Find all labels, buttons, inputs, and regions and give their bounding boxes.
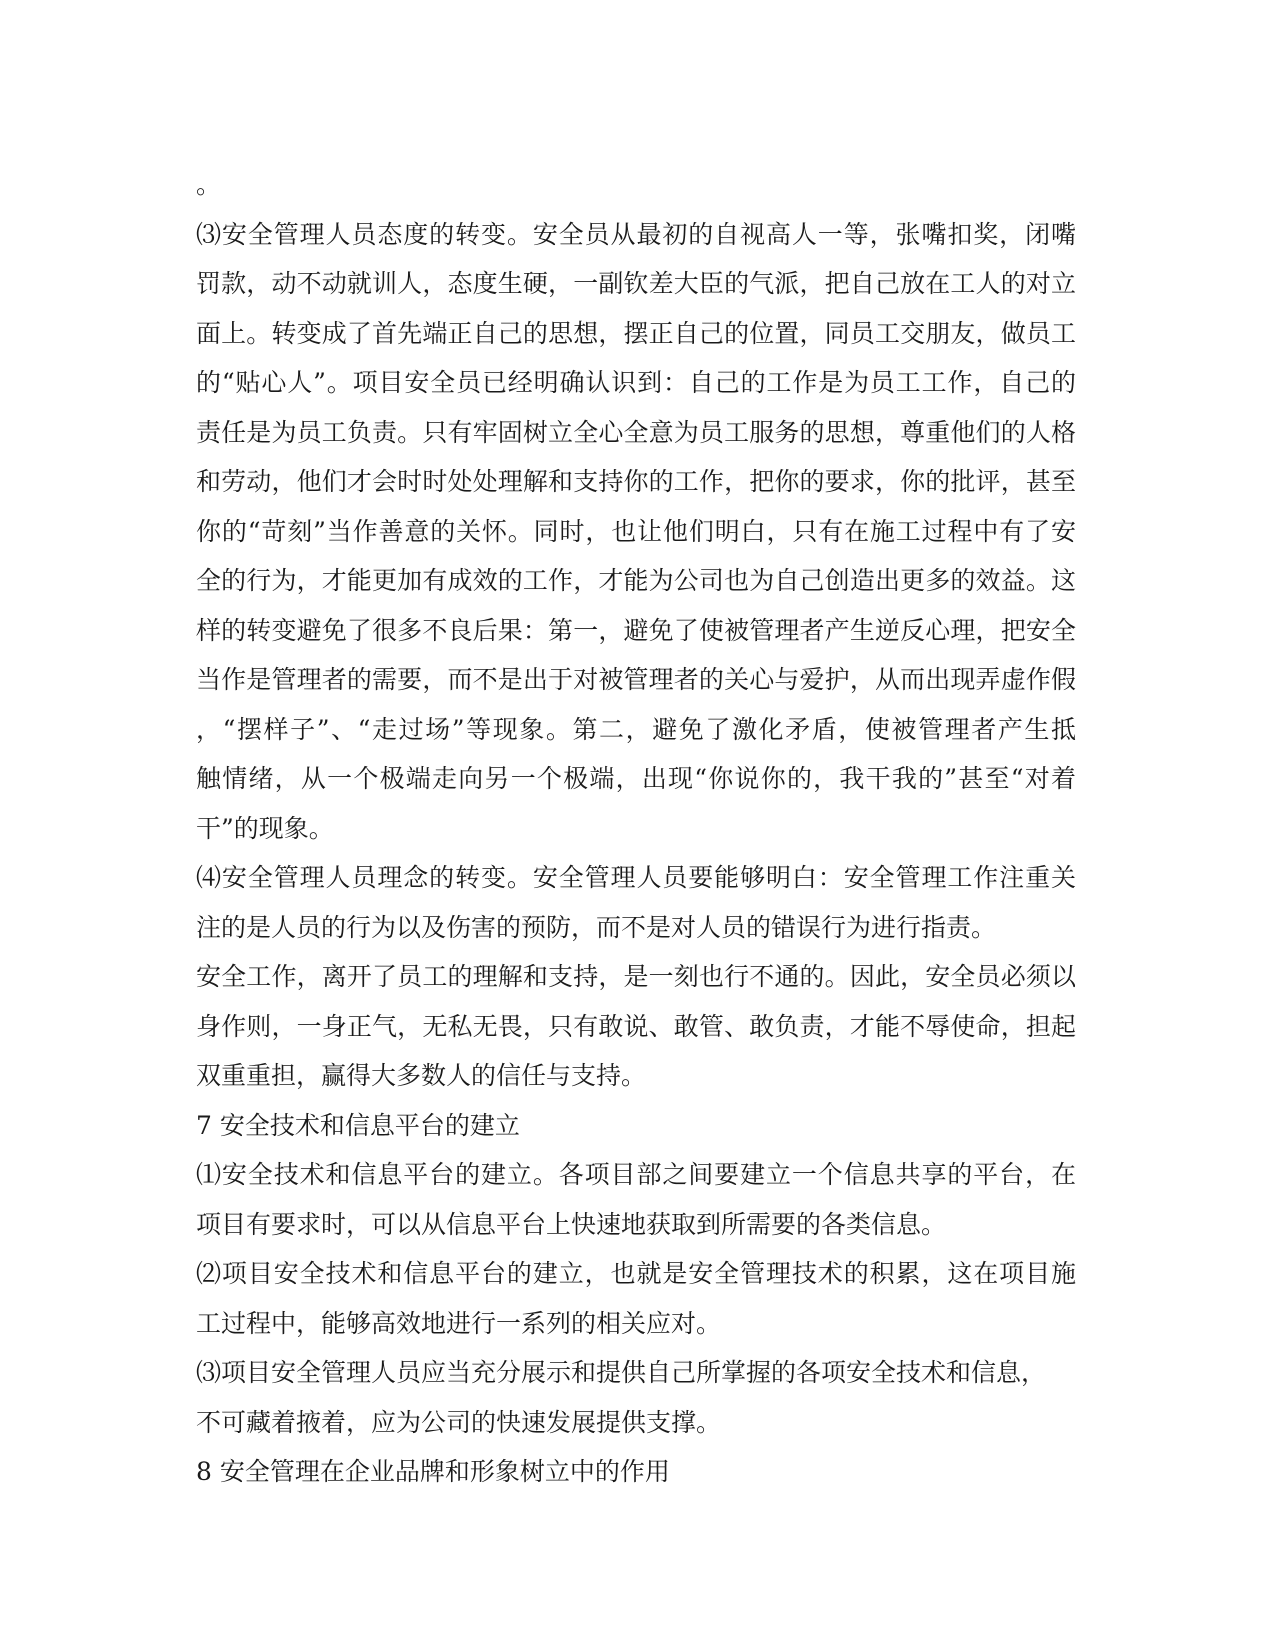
text-line: 责任是为员工负责。只有牢固树立全心全意为员工服务的思想，尊重他们的人格 xyxy=(196,417,1076,447)
text-line: 你的“苛刻”当作善意的关怀。同时，也让他们明白，只有在施工过程中有了安 xyxy=(196,516,1076,546)
text-line: 触情绪，从一个极端走向另一个极端，出现“你说你的，我干我的”甚至“对着 xyxy=(196,764,1076,793)
text-line: ⑶安全管理人员态度的转变。安全员从最初的自视高人一等，张嘴扣奖，闭嘴 xyxy=(196,219,1076,249)
text-line: 全的行为，才能更加有成效的工作，才能为公司也为自己创造出更多的效益。这 xyxy=(196,566,1076,595)
text-line: 样的转变避免了很多不良后果：第一，避免了使被管理者产生逆反心理，把安全 xyxy=(196,615,1076,645)
text-line: 双重重担，赢得大多数人的信任与支持。 xyxy=(196,1061,647,1090)
text-line: 。 xyxy=(196,170,222,199)
text-line: 注的是人员的行为以及伤害的预防，而不是对人员的错误行为进行指责。 xyxy=(196,912,997,942)
text-line: 和劳动，他们才会时时处处理解和支持你的工作，把你的要求，你的批评，甚至 xyxy=(196,467,1076,496)
text-line: ⑴安全技术和信息平台的建立。各项目部之间要建立一个信息共享的平台，在 xyxy=(196,1160,1076,1189)
text-line: 身作则，一身正气，无私无畏，只有敢说、敢管、敢负责，才能不辱使命，担起 xyxy=(196,1011,1076,1041)
text-line: 不可藏着掖着，应为公司的快速发展提供支撑。 xyxy=(196,1407,722,1437)
section-heading: 7 安全技术和信息平台的建立 xyxy=(196,1110,520,1140)
text-line: ⑷安全管理人员理念的转变。安全管理人员要能够明白：安全管理工作注重关 xyxy=(196,863,1076,892)
text-line: 罚款，动不动就训人，态度生硬，一副钦差大臣的气派，把自己放在工人的对立 xyxy=(196,269,1076,298)
text-line: 干”的现象。 xyxy=(196,813,334,843)
text-line: 工过程中，能够高效地进行一系列的相关应对。 xyxy=(196,1308,722,1338)
text-line: 的“贴心人”。项目安全员已经明确认识到：自己的工作是为员工工作，自己的 xyxy=(196,368,1076,397)
document-body xyxy=(196,160,1076,1497)
text-line: ⑶项目安全管理人员应当充分展示和提供自己所掌握的各项安全技术和信息， xyxy=(196,1358,1047,1387)
text-line: 当作是管理者的需要，而不是出于对被管理者的关心与爱护，从而出现弄虚作假 xyxy=(196,665,1076,694)
text-line: 面上。转变成了首先端正自己的思想，摆正自己的位置，同员工交朋友，做员工 xyxy=(196,318,1076,348)
section-heading: 8 安全管理在企业品牌和形象树立中的作用 xyxy=(196,1457,670,1486)
text-line: ⑵项目安全技术和信息平台的建立，也就是安全管理技术的积累，这在项目施 xyxy=(196,1259,1076,1288)
text-line: 安全工作，离开了员工的理解和支持，是一刻也行不通的。因此，安全员必须以 xyxy=(196,962,1076,991)
text-line: ，“摆样子”、“走过场”等现象。第二，避免了激化矛盾，使被管理者产生抵 xyxy=(196,714,1076,744)
text-line: 项目有要求时，可以从信息平台上快速地获取到所需要的各类信息。 xyxy=(196,1209,947,1239)
